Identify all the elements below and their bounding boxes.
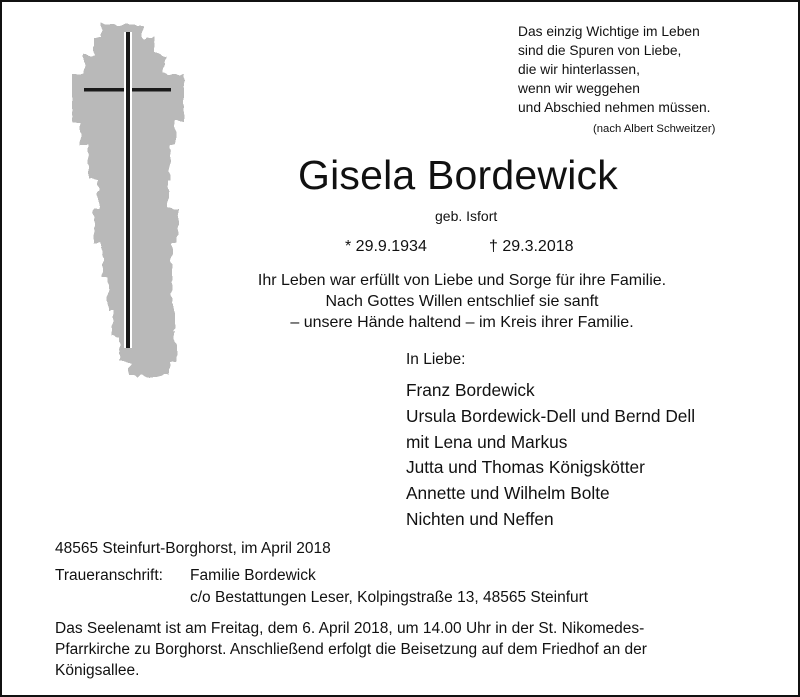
mourners-list bbox=[406, 378, 695, 533]
quote-line: sind die Spuren von Liebe, bbox=[518, 43, 682, 58]
maiden-name: geb. Isfort bbox=[435, 208, 498, 224]
mourner-name: Franz Bordewick bbox=[406, 380, 535, 400]
address-line: Familie Bordewick bbox=[190, 567, 316, 584]
service-line: Pfarrkirche zu Borghorst. Anschließend erfolgt die Beisetzung auf dem Friedhof an der bbox=[55, 641, 647, 658]
birth-date: * 29.9.1934 bbox=[345, 238, 427, 255]
service-info bbox=[55, 618, 755, 681]
deceased-name: Gisela Bordewick bbox=[298, 152, 618, 198]
quote-line: wenn wir weggehen bbox=[518, 81, 640, 96]
life-text bbox=[207, 270, 717, 333]
quote-source: (nach Albert Schweitzer) bbox=[593, 123, 716, 135]
service-line: Königsallee. bbox=[55, 662, 140, 679]
service-line: Das Seelenamt ist am Freitag, dem 6. April 2018, um 14.00 Uhr in der St. Nikomedes- bbox=[55, 620, 645, 637]
death-date: † 29.3.2018 bbox=[489, 238, 574, 255]
mourner-name: Annette und Wilhelm Bolte bbox=[406, 483, 610, 504]
mourner-name: Nichten und Neffen bbox=[406, 508, 554, 529]
place-date: 48565 Steinfurt-Borghorst, im April 2018 bbox=[55, 540, 331, 557]
address-line: c/o Bestattungen Leser, Kolpingstraße 13, 48565 Steinfurt bbox=[190, 589, 589, 606]
mourner-name: Jutta und Thomas Königskötter bbox=[406, 457, 645, 478]
life-text-line: – unsere Hände haltend – im Kreis ihrer Familie. bbox=[290, 314, 634, 331]
quote-line: die wir hinterlassen, bbox=[518, 62, 640, 77]
mourner-name: Ursula Bordewick-Dell und Bernd Dell bbox=[406, 405, 696, 426]
quote-line: und Abschied nehmen müssen. bbox=[518, 100, 711, 115]
mourner-name: mit Lena und Markus bbox=[406, 431, 568, 452]
address-label: Traueranschrift: bbox=[55, 567, 163, 584]
mourners-label: In Liebe: bbox=[406, 351, 466, 368]
quote bbox=[518, 22, 778, 117]
cross-icon bbox=[72, 20, 187, 380]
quote-line: Das einzig Wichtige im Leben bbox=[518, 24, 700, 39]
life-text-line: Nach Gottes Willen entschlief sie sanft bbox=[325, 293, 599, 310]
life-text-line: Ihr Leben war erfüllt von Liebe und Sorge für ihre Familie. bbox=[257, 272, 667, 289]
